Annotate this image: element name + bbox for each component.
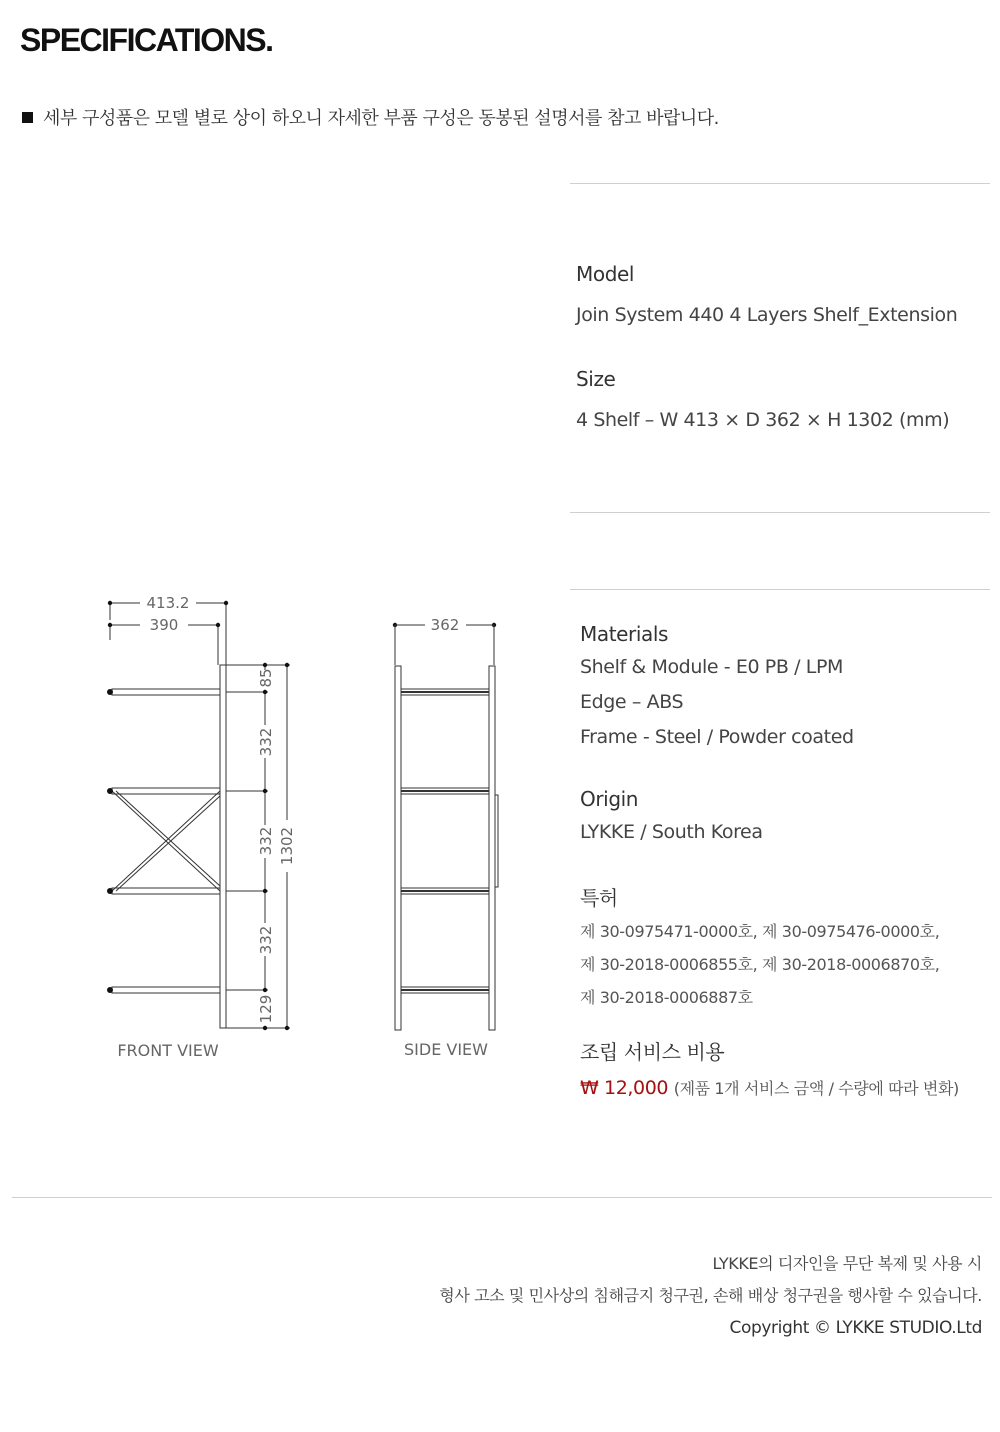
dim-gap: 332 [257,826,275,856]
notice [22,104,719,130]
front-view [110,603,290,1028]
footer [439,1248,982,1344]
dim-top: 85 [257,668,275,688]
dim-gap: 332 [257,925,275,955]
spec-model-size [576,262,957,468]
divider-top [570,183,990,184]
patent-line: 제 30-2018-0006887호 [580,988,753,1007]
page-title: SPECIFICATIONS. [20,22,273,58]
materials-item: Frame - Steel / Powder coated [580,726,854,748]
dim-gap: 332 [257,727,275,757]
dim-inner-width: 390 [149,616,179,634]
spec-details [580,622,959,1136]
notice-text: 세부 구성품은 모델 별로 상이 하오니 자세한 부품 구성은 동봉된 설명서를 참고 바랍니다. [43,108,719,129]
assembly-label: 조립 서비스 비용 [580,1040,725,1064]
footer-line: 형사 고소 및 민사상의 침해금지 청구권, 손해 배상 청구권을 행사할 수 있습니다. [439,1286,982,1305]
footer-line: LYKKE의 디자인을 무단 복제 및 사용 시 [712,1254,982,1273]
model-label: Model [576,262,635,286]
side-view [395,625,498,1030]
divider-mid-1 [570,512,990,513]
origin-value: LYKKE / South Korea [580,821,763,843]
dim-bottom: 129 [257,994,275,1024]
copyright: Copyright © LYKKE STUDIO.Ltd [729,1318,982,1338]
assembly-price: ₩ 12,000 [580,1077,669,1099]
shelf-drawing [0,580,560,1080]
front-view-label: FRONT VIEW [117,1041,219,1060]
divider-footer [12,1197,992,1198]
materials-item: Edge – ABS [580,691,684,713]
patent-label: 특허 [580,886,618,910]
materials-item: Shelf & Module - E0 PB / LPM [580,656,844,678]
dim-depth: 362 [430,616,460,634]
patent-line: 제 30-0975471-0000호, 제 30-0975476-0000호, [580,922,940,941]
origin-label: Origin [580,787,639,811]
patent-line: 제 30-2018-0006855호, 제 30-2018-0006870호, [580,955,940,974]
square-bullet-icon [22,112,33,123]
model-value: Join System 440 4 Layers Shelf_Extension [576,304,958,326]
dim-total-width: 413.2 [146,594,190,612]
size-value: 4 Shelf – W 413 × D 362 × H 1302 (mm) [576,409,950,431]
side-view-label: SIDE VIEW [404,1040,488,1059]
dim-height: 1302 [278,826,296,866]
divider-mid-2 [570,589,990,590]
materials-label: Materials [580,622,669,646]
size-label: Size [576,367,616,391]
assembly-note: (제품 1개 서비스 금액 / 수량에 따라 변화) [673,1079,959,1098]
